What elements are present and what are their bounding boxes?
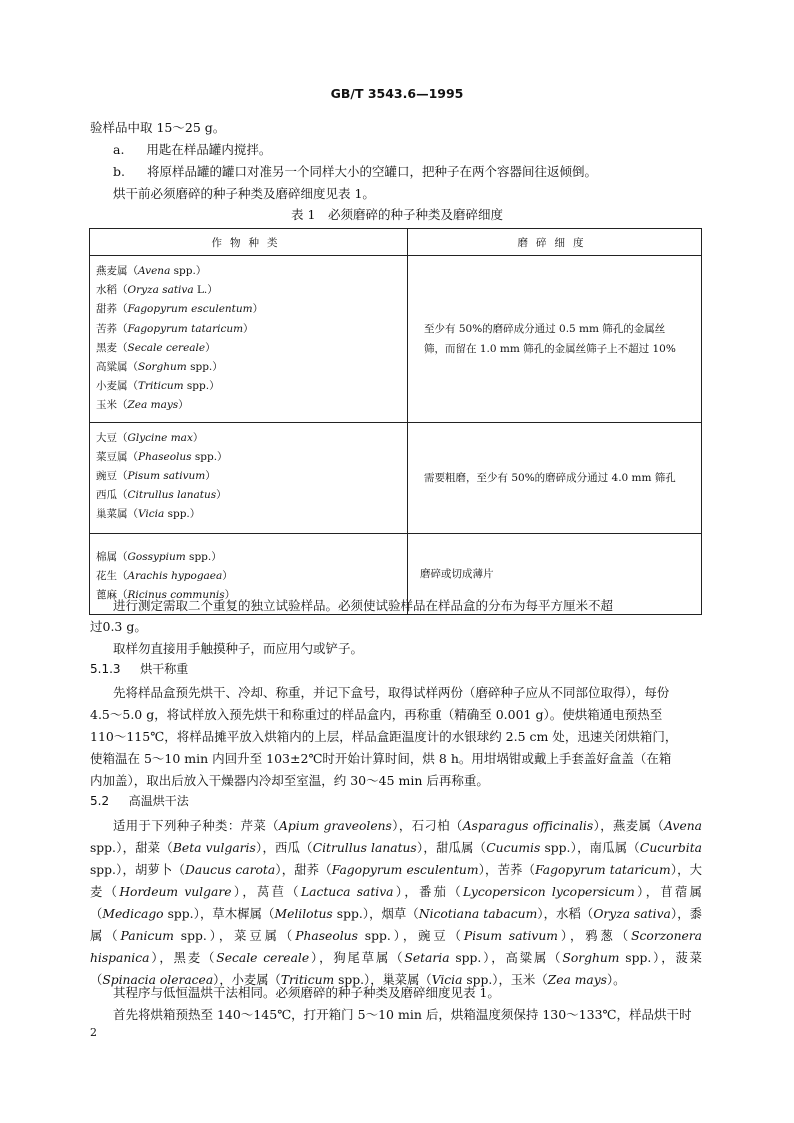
crop-item: 棉属（Gossypium spp.） [96, 550, 222, 563]
table-row [90, 422, 702, 533]
crop-item: 大豆（Glycine max） [96, 431, 204, 444]
fineness-cell [408, 422, 702, 533]
table-caption: 表 1 必须磨碎的种子种类及磨碎细度 [291, 207, 503, 222]
table-header-crops: 作物种类 [90, 229, 408, 256]
fineness-text: 至少有 50%的磨碎成分通过 0.5 mm 筛孔的金属丝 [424, 322, 666, 335]
list-text: 将原样品罐的罐口对准另一个同样大小的空罐口，把种子在两个容器间往返倾倒。 [146, 164, 597, 179]
intro-paragraph: 烘干前必须磨碎的种子种类及磨碎细度见表 1。 [113, 186, 375, 201]
crop-item: 苦荞（Fagopyrum tataricum） [96, 322, 254, 335]
crop-item: 菜豆属（Phaseolus spp.） [96, 450, 228, 463]
fineness-text: 筛，而留在 1.0 mm 筛孔的金属丝筛子上不超过 10% [424, 342, 676, 355]
paragraph-line: 110～115℃，将样品摊平放入烘箱内的上层，样品盒距温度计的水银球约 2.5 cm 处，迅速关闭烘箱门， [90, 729, 678, 744]
paragraph-line: 使箱温在 5～10 min 内回升至 103±2℃时开始计算时间，烘 8 h。用坩埚钳或戴上手套盖好盒盖（在箱 [90, 751, 672, 766]
crop-item: 豌豆（Pisum sativum） [96, 470, 216, 483]
crop-item: 小麦属（Triticum spp.） [96, 380, 220, 393]
paragraph-line: 4.5～5.0 g，将试样放入预先烘干和称重过的样品盒内，再称重（精确至 0.001 g）。使烘箱通电预热至 [90, 707, 663, 722]
crop-list [90, 422, 408, 533]
section-title: 烘干称重 [140, 662, 189, 676]
list-text: 用匙在样品罐内搅拌。 [146, 142, 272, 157]
crop-item: 玉米（Zea mays） [96, 399, 189, 412]
paragraph-line: 先将样品盒预先烘干、冷却、称重，并记下盒号，取得试样两份（磨碎种子应从不同部位取得），每份 [113, 685, 670, 700]
section-heading-5-1-3 [90, 660, 188, 677]
section-title: 高温烘干法 [128, 794, 189, 808]
fineness-cell [408, 256, 702, 423]
table-row [90, 256, 702, 423]
paragraph-line: 取样勿直接用手触摸种子，而应用勺或铲子。 [113, 641, 364, 656]
crop-list [90, 256, 408, 423]
crop-item: 黑麦（Secale cereale） [96, 341, 216, 354]
section-heading-5-2 [90, 792, 189, 809]
paragraph-line: 内加盖），取出后放入干燥器内冷却至室温，约 30～45 min 后再称重。 [90, 773, 489, 788]
crop-item: 水稻（Oryza sativa L.） [96, 284, 218, 297]
paragraph-line: 进行测定需取二个重复的独立试验样品。必须使试验样品在样品盒的分布为每平方厘米不超 [113, 598, 614, 613]
list-item-b [113, 162, 703, 182]
crop-item: 巢菜属（Vicia spp.） [96, 508, 201, 521]
intro-line: 验样品中取 15～25 g。 [90, 120, 226, 135]
paragraph-line: 其程序与低恒温烘干法相同。必须磨碎的种子种类及磨碎细度见表 1。 [113, 985, 500, 1000]
document-header: GB/T 3543.6—1995 [330, 86, 464, 101]
fineness-text: 磨碎或切成薄片 [420, 567, 494, 580]
paragraph-line: 首先将烘箱预热至 140～145℃，打开箱门 5～10 min 后，烘箱温度须保持 130～133℃，样品烘干时 [113, 1007, 692, 1022]
crop-item: 西瓜（Citrullus lanatus） [96, 489, 227, 502]
section-number: 5.1.3 [90, 662, 121, 676]
list-item-a [113, 140, 703, 160]
page-number: 2 [90, 1026, 97, 1039]
crop-item: 高粱属（Sorghum spp.） [96, 361, 223, 374]
crop-item: 甜荞（Fagopyrum esculentum） [96, 303, 264, 316]
paragraph-line: 过0.3 g。 [90, 619, 147, 634]
table-header-fineness: 磨碎细度 [408, 229, 702, 256]
list-label: a. [113, 142, 125, 157]
species-paragraph: 适用于下列种子种类：芹菜（Apium graveolens），石刁柏（Asparagus officinalis），燕麦属（Avena spp.），甜菜（Beta vulgaris），西瓜（Citrullus lanatus），甜瓜属（Cucumis spp.），南瓜属（Cucurbita spp.），胡萝卜（Daucus carota），甜荞（Fagopyrum esculentum），苦荞（Fagopyrum tataricum），大麦（Hordeum vulgare），莴苣（Lactuca sativa），番茄（Lycopersicon lycopersicum），苜蓿属（Medicago spp.），草木樨属（Melilotus spp.），烟草（Nicotiana tabacum），水稻（Oryza sativa），黍属（Panicum spp.），菜豆属（Phaseolus spp.），豌豆（Pisum sativum），鸦葱（Scorzonera hispanica），黑麦（Secale cereale），狗尾草属（Setaria spp.），高粱属（Sorghum spp.），菠菜（Spinacia oleracea），小麦属（Triticum spp.），巢菜属（Vicia spp.），玉米（Zea mays）。 [90, 819, 702, 987]
crush-table [89, 228, 702, 615]
section-number: 5.2 [90, 794, 110, 808]
crop-item: 蓖麻（Ricinus communis） [96, 589, 236, 602]
fineness-text: 需要粗磨，至少有 50%的磨碎成分通过 4.0 mm 筛孔 [424, 471, 676, 484]
crop-item: 燕麦属（Avena spp.） [96, 265, 207, 277]
list-label: b. [113, 164, 125, 179]
crop-item: 花生（Arachis hypogaea） [96, 569, 233, 582]
